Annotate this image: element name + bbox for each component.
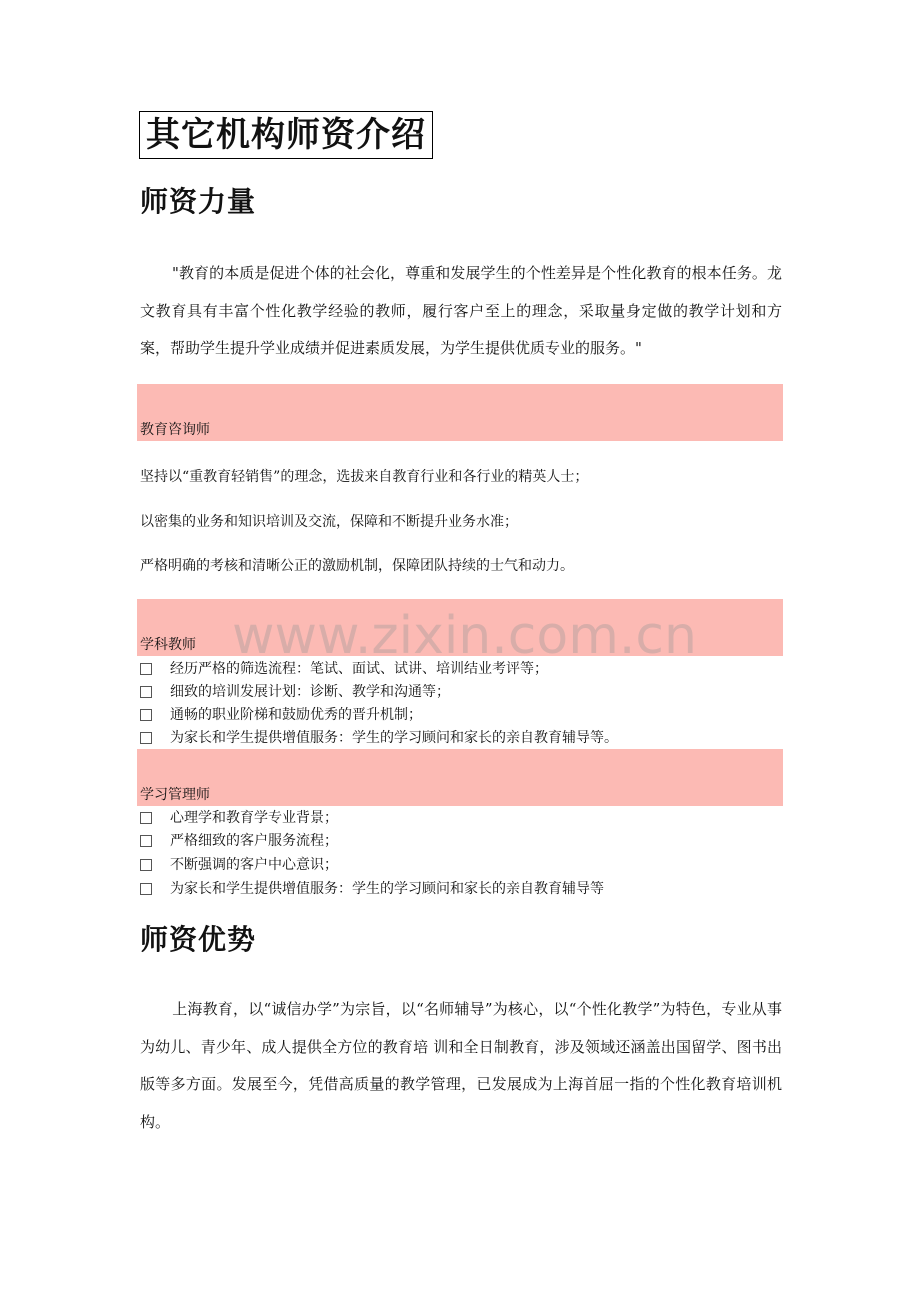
watermark: www.zixin.com.cn: [232, 606, 697, 666]
checkbox-icon: [140, 732, 152, 744]
subject-teacher-label: 学科教师: [140, 637, 196, 653]
list-item: 严格细致的客户服务流程；: [140, 831, 338, 851]
consultant-line: 严格明确的考核和清晰公正的激励机制，保障团队持续的士气和动力。: [140, 558, 574, 574]
list-item: 心理学和教育学专业背景；: [140, 808, 338, 828]
list-item: 细致的培训发展计划：诊断、教学和沟通等；: [140, 682, 450, 702]
page-title: 其它机构师资介绍: [139, 111, 433, 159]
consultant-band: [137, 384, 783, 441]
consultant-line: 以密集的业务和知识培训及交流，保障和不断提升业务水准；: [140, 514, 518, 530]
list-item: 为家长和学生提供增值服务：学生的学习顾问和家长的亲自教育辅导等。: [140, 728, 618, 748]
section-heading-faculty: 师资力量: [140, 185, 257, 218]
advantages-text: 上海教育，以“诚信办学”为宗旨，以“名师辅导”为核心，以“个性化教学”为特色，专业从事为幼儿、青少年、成人提供全方位的教育培 训和全日制教育，涉及领域还涵盖出国留学、图书出版等多方面。发展至今，凭借高质量的教学管理，已发展成为上海首屈一指的个性化教育培训机构。: [140, 1000, 782, 1131]
checkbox-icon: [140, 812, 152, 824]
list-item: 通畅的职业阶梯和鼓励优秀的晋升机制；: [140, 705, 422, 725]
list-item: 不断强调的客户中心意识；: [140, 855, 338, 875]
checkbox-icon: [140, 859, 152, 871]
checkbox-icon: [140, 835, 152, 847]
intro-text: "教育的本质是促进个体的社会化，尊重和发展学生的个性差异是个性化教育的根本任务。龙文教育具有丰富个性化教学经验的教师，履行客户至上的理念，采取量身定做的教学计划和方案，帮助学生提升学业成绩并促进素质发展，为学生提供优质专业的服务。": [140, 264, 782, 357]
consultant-line: 坚持以“重教育轻销售”的理念，选拔来自教育行业和各行业的精英人士；: [140, 469, 589, 485]
checkbox-icon: [140, 883, 152, 895]
study-manager-band: [137, 749, 783, 806]
checkbox-icon: [140, 663, 152, 675]
list-item: 经历严格的筛选流程：笔试、面试、试讲、培训结业考评等；: [140, 659, 548, 679]
checkbox-icon: [140, 709, 152, 721]
consultant-label: 教育咨询师: [140, 422, 210, 438]
advantages-paragraph: [140, 991, 782, 1141]
section-heading-advantages: 师资优势: [140, 923, 257, 956]
checkbox-icon: [140, 686, 152, 698]
study-manager-label: 学习管理师: [140, 787, 210, 803]
list-item: 为家长和学生提供增值服务：学生的学习顾问和家长的亲自教育辅导等: [140, 879, 604, 899]
intro-paragraph: [140, 255, 782, 368]
